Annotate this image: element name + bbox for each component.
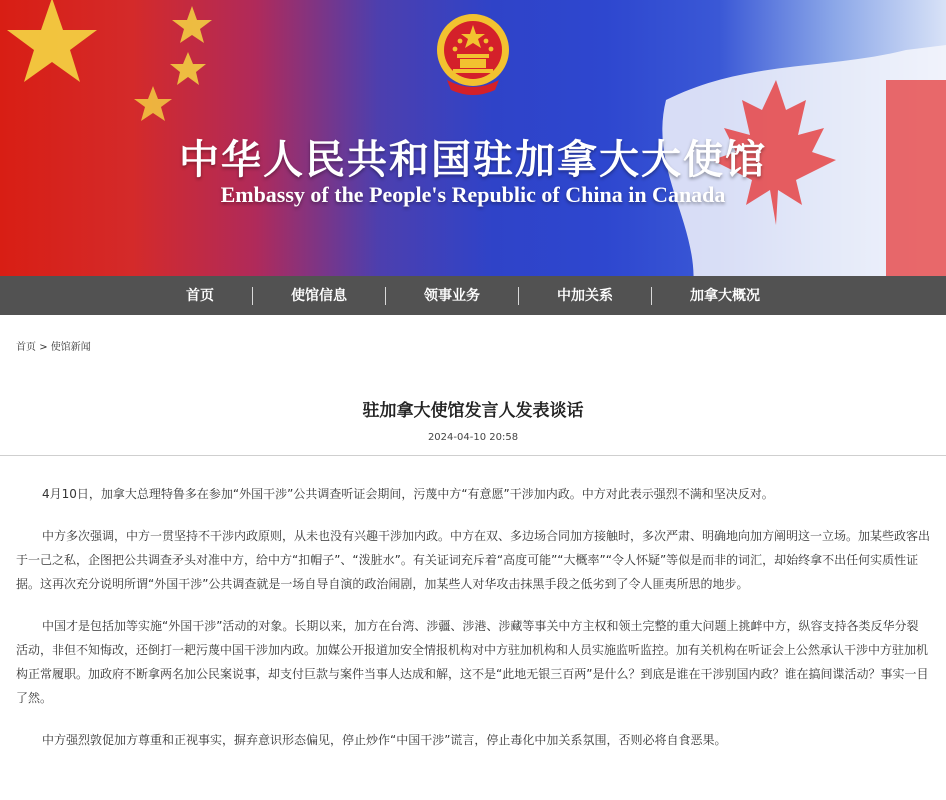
- small-star-icon: [134, 86, 172, 121]
- site-title-chinese: 中华人民共和国驻加拿大大使馆: [179, 136, 767, 183]
- breadcrumb-current-link[interactable]: 使馆新闻: [50, 342, 91, 353]
- national-emblem-icon: [433, 10, 513, 96]
- header-divider: [0, 455, 946, 456]
- site-title-english: Embassy of the People's Republic of China in Canada: [220, 182, 726, 207]
- article-paragraph: 中方多次强调，中方一贯坚持不干涉内政原则，从未也没有兴趣干涉加内政。中方在双、多边场合同加方接触时，多次严肃、明确地向加方阐明这一立场。加某些政客出于一己之私，企图把公共调查矛头对准中方，给中方“扣帽子”、“泼脏水”。有关证词充斥着“高度可能”“大概率”“令人怀疑”等似是而非的词汇，却始终拿不出任何实质性证据。这再次充分说明所谓“外国干涉”公共调查就是一场自导自演的政治闹剧，加某些人对华攻击抹黑手段之低劣到了令人匪夷所思的地步。: [16, 529, 931, 591]
- article-title: 驻加拿大使馆发言人发表谈话: [362, 401, 584, 421]
- nav-item-embassy-info[interactable]: 使馆信息: [291, 287, 347, 304]
- article-paragraph: 4月10日，加拿大总理特鲁多在参加“外国干涉”公共调查听证会期间，污蔑中方“有意愿”干涉加内政。中方对此表示强烈不满和坚决反对。: [42, 487, 774, 501]
- small-star-icon: [170, 52, 206, 85]
- breadcrumb: [0, 341, 946, 355]
- article-paragraph: 中国才是包括加等实施“外国干涉”活动的对象。长期以来，加方在台湾、涉疆、涉港、涉藏等事关中方主权和领土完整的重大问题上挑衅中方，纵容支持各类反华分裂活动，非但不知悔改，还倒打一耙污蔑中国干涉加内政。加媒公开报道加安全情报机构对中方驻加机构和人员实施监听监控。加有关机构在听证会上公然承认干涉中方驻加机构正常履职。加政府不断拿两名加公民案说事，却支付巨款与案件当事人达成和解，这不是“此地无银三百两”是什么？到底是谁在干涉别国内政？谁在搞间谍活动？事实一目了然。: [16, 619, 929, 705]
- breadcrumb-separator: >: [39, 342, 48, 353]
- article-date: 2024-04-10 20:58: [427, 432, 519, 443]
- nav-item-home[interactable]: 首页: [186, 287, 214, 304]
- breadcrumb-home-link[interactable]: 首页: [16, 342, 36, 353]
- article-paragraph: 中方强烈敦促加方尊重和正视事实，摒弃意识形态偏见，停止炒作“中国干涉”谎言，停止毒化中加关系氛围，否则必将自食恶果。: [42, 733, 727, 747]
- small-star-icon: [172, 6, 212, 43]
- article-body: [0, 482, 946, 752]
- article-header: [0, 400, 946, 443]
- header-banner: [0, 0, 946, 276]
- main-nav: [0, 276, 946, 315]
- nav-item-consular-services[interactable]: 领事业务: [424, 287, 480, 304]
- nav-item-canada-overview[interactable]: 加拿大概况: [690, 287, 760, 304]
- large-star-icon: [7, 0, 97, 82]
- nav-item-china-canada-relations[interactable]: 中加关系: [557, 287, 613, 304]
